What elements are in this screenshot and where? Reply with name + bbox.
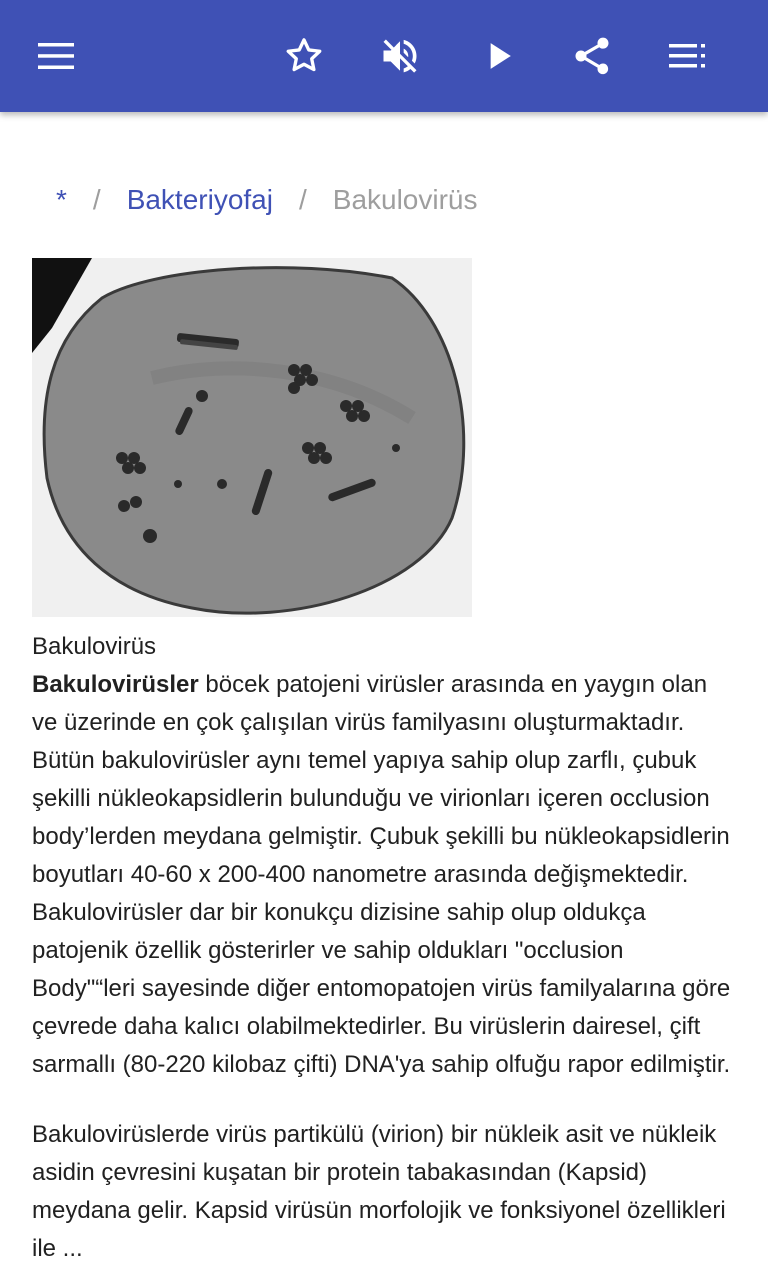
breadcrumb-current: Bakulovirüs (332, 184, 478, 215)
star-outline-icon (282, 34, 326, 78)
breadcrumb-separator: / (92, 184, 101, 215)
breadcrumb-root-link[interactable]: * (56, 184, 67, 215)
article-image[interactable] (32, 258, 472, 617)
breadcrumb-separator: / (298, 184, 307, 215)
mute-button[interactable] (372, 28, 428, 84)
article-term: Bakulovirüsler (32, 671, 199, 698)
play-icon (476, 34, 520, 78)
article-paragraph (32, 666, 732, 1084)
image-caption: Bakulovirüs (32, 633, 157, 660)
app-bar (0, 0, 768, 112)
micrograph-illustration (32, 258, 472, 617)
bookmark-button[interactable] (276, 28, 332, 84)
volume-off-icon (378, 34, 422, 78)
article-paragraph: Bakulovirüslerde virüs partikülü (virion) bir nükleik asit ve nükleik asidin çevresini kuşatan bir protein tabakasından (Kapsid) meydana gelir. Kapsid virüsün morfolojik ve fonksiyonel özellikleri ile ... (32, 1121, 726, 1262)
menu-button[interactable] (28, 28, 84, 84)
share-button[interactable] (564, 28, 620, 84)
share-icon (570, 34, 614, 78)
article-paragraph-text: böcek patojeni virüsler arasında en yaygın olan ve üzerinde en çok çalışılan virüs familyasını oluşturmaktadır. Bütün bakulovirüsler aynı temel yapıya sahip olup zarflı, çubuk şekilli nükleokapsidlerin bulunduğu ve virionları içeren occlusion body’lerden meydana gelmiştir. Çubuk şekilli bu nükleokapsidlerin boyutları 40-60 x 200-400 nanometre arasında değişmektedir. Bakulovirüsler dar bir konukçu dizisine sahip olup oldukça patojenik özellik gösterirler ve sahip oldukları "occlusion Body"“leri sayesinde diğer entomopatojen virüs familyalarına göre çevrede daha kalıcı olabilmektedirler. Bu virüslerin dairesel, çift sarmallı (80-220 kilobaz çifti) DNA'ya sahip olfuğu rapor edilmiştir. (32, 671, 731, 1078)
article-content (32, 666, 732, 1280)
play-button[interactable] (470, 28, 526, 84)
breadcrumb-parent-link[interactable]: Bakteriyofaj (126, 184, 273, 215)
menu-icon (36, 41, 76, 71)
contents-button[interactable] (660, 28, 716, 84)
list-icon (668, 41, 708, 71)
breadcrumb (56, 180, 478, 220)
